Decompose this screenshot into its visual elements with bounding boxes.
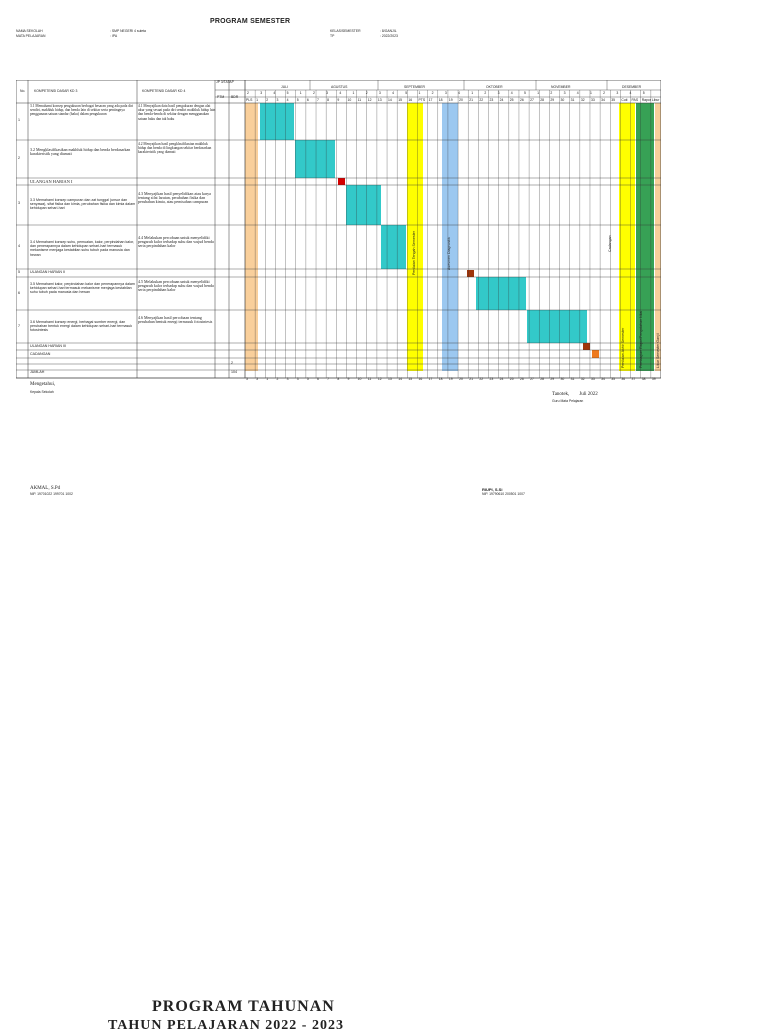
jp-value: 2 <box>231 361 233 365</box>
count-label: 12 <box>377 377 382 381</box>
week-label: 2 <box>247 91 249 95</box>
count-label: 10 <box>357 377 362 381</box>
pts-label: Penilaian Tengah Semester <box>412 231 416 275</box>
uh1-label: ULANGAN HARIAN I <box>30 180 73 184</box>
week-label: 3 <box>260 91 263 95</box>
week-label: 4 <box>510 91 513 95</box>
week-label: 3 <box>326 91 329 95</box>
header-no: No. <box>20 89 26 93</box>
uh2-label: ULANGAN HARIAN II <box>30 270 65 274</box>
row-no: 4 <box>18 244 20 248</box>
date-label: 28 <box>540 97 545 102</box>
count-label: 30 <box>560 377 565 381</box>
date-label: 17 <box>428 97 433 102</box>
sign-left-name: AKMAL, S.Pd <box>30 486 61 491</box>
sign-right-nip: NIP. 19790610 200501 1007 <box>482 492 525 496</box>
count-label: 39 <box>651 377 656 381</box>
week-label: 5 <box>286 91 289 95</box>
date-label: 25 <box>509 97 514 102</box>
date-label: 14 <box>388 97 392 102</box>
date-label: 23 <box>489 97 494 102</box>
week-label: 2 <box>365 91 368 95</box>
count-label: 32 <box>580 377 585 381</box>
info-school-label: NAMA SEKOLAH <box>16 29 43 33</box>
document-title: PROGRAM SEMESTER <box>210 18 291 25</box>
count-label: 17 <box>428 377 433 381</box>
date-label: 30 <box>560 97 565 102</box>
info-class-label: KELAS/SEMESTER <box>330 29 361 33</box>
info-tp-label: TP <box>330 34 335 38</box>
cadangan-vertical-label: Cadangan <box>608 235 612 252</box>
week-label: 4 <box>273 91 276 95</box>
date-label: 20 <box>459 97 463 102</box>
row-no: 2 <box>18 156 20 160</box>
date-label: Rapor <box>641 97 651 102</box>
date-label: 32 <box>580 97 585 102</box>
count-label: 1 <box>266 377 269 381</box>
count-label: 36 <box>621 377 626 381</box>
row-no: 1 <box>18 118 20 122</box>
date-label: 26 <box>519 97 524 102</box>
count-label: 20 <box>459 377 463 381</box>
header-jp-ptm: PTM <box>217 95 225 99</box>
date-label: 33 <box>590 97 595 102</box>
count-label: 34 <box>601 377 605 381</box>
count-label: 3 <box>296 377 299 381</box>
sign-left-nip: NIP. 19701022 199701 1002 <box>30 492 73 496</box>
kd3-text: 3.1 Memahami konsep pengukuran berbagai besaran yang ada pada diri sendiri, makhluk hidup, dan benda lain di sekitar serta pentingnya penggunaan satuan standar (baku) dalam pengukuran <box>30 104 134 117</box>
info-class-value: : 8/GANJIL <box>380 29 397 33</box>
next-page-title: PROGRAM TAHUNAN <box>152 998 335 1015</box>
week-label: 2 <box>312 91 315 95</box>
jumlah-label: JUMLAH <box>30 370 45 374</box>
cadangan-label: CADANGAN <box>30 352 51 356</box>
week-label: 1 <box>537 91 540 95</box>
date-label: 21 <box>469 97 473 102</box>
week-label: 2 <box>603 91 606 95</box>
row-no: 6 <box>18 291 20 295</box>
week-label: 2 <box>550 91 553 95</box>
header-jp: JP 3/TATAP <box>216 80 234 84</box>
kd3-text: 3.5 Memahami kalor, perpindahan kalor dan penerapannya dalam kehidupan sehari-hari termasuk mekanisme menjaga kestabilan suhu tubuh pada manusia dan hewan <box>30 282 135 295</box>
week-label: 3 <box>616 91 619 95</box>
week-label: 3 <box>497 91 500 95</box>
date-label: 8 <box>327 97 330 102</box>
count-label: 23 <box>489 377 494 381</box>
count-label: 37 <box>631 377 636 381</box>
date-label: 4 <box>286 97 289 102</box>
sign-right-role: Guru Mata Pelajaran <box>552 399 584 403</box>
kd4-text: 4.5 Melakukan percobaan untuk menyelidiki pengaruh kalor terhadap suhu dan wujud benda serta perpindahan kalor <box>138 280 214 293</box>
date-label: 35 <box>611 97 616 102</box>
kd4-text: 4.1 Menyajikan data hasil pengukuran dengan alat ukur yang sesuai pada diri sendiri makhluk hidup lain dan benda-benda di sekitar dengan menggunakan satuan baku dan tak baku <box>138 104 216 121</box>
week-label: 4 <box>576 91 579 95</box>
week-label: 4 <box>629 91 632 95</box>
date-label: 10 <box>347 97 352 102</box>
week-label: 1 <box>471 91 474 95</box>
next-page-subtitle: TAHUN PELAJARAN 2022 - 2023 <box>108 1018 344 1033</box>
count-label: 8 <box>337 377 340 381</box>
date-label: Cuti <box>621 97 628 102</box>
week-label: 3 <box>444 91 447 95</box>
header-jp-bdr: BDR <box>231 95 239 99</box>
count-label: 15 <box>408 377 413 381</box>
month-november: NOVEMBER <box>551 85 571 89</box>
date-label: 22 <box>479 97 484 102</box>
week-label: 1 <box>589 91 592 95</box>
count-label: 3 <box>256 377 259 381</box>
info-subject-label: MATA PELAJARAN <box>16 34 46 38</box>
count-label: 26 <box>519 377 524 381</box>
date-label: 2 <box>266 97 269 102</box>
count-label: 18 <box>438 377 443 381</box>
sign-left-role: Kepala Sekolah <box>30 390 54 394</box>
month-juli: JULI <box>281 85 288 89</box>
kd3-text: 3.4 Memahami konsep suhu, pemuaian, kalor, perpindahan kalor, dan penerapannya dalam kehidupan sehari-hari termasuk mekanisme menjaga kestabilan suhu tubuh pada manusia dan hewan <box>30 240 135 257</box>
count-label: 29 <box>550 377 555 381</box>
info-subject-value: : IPA <box>110 34 118 38</box>
date-label: 18 <box>438 97 443 102</box>
week-label: 4 <box>392 91 394 95</box>
date-label: 15 <box>398 97 402 102</box>
month-september: SEPTEMBER <box>404 85 425 89</box>
count-label: 22 <box>479 377 484 381</box>
count-label: 13 <box>388 377 392 381</box>
date-label: 34 <box>601 97 605 102</box>
count-label: 35 <box>611 377 616 381</box>
date-label: PTS <box>418 97 426 102</box>
jp-total: 104 <box>231 370 237 374</box>
date-label: 31 <box>570 97 575 102</box>
date-label: 29 <box>550 97 555 102</box>
count-label: 14 <box>398 377 402 381</box>
month-desember: DESEMBER <box>622 85 642 89</box>
asesmen-label: Asesmen Diagnostik <box>447 237 451 270</box>
row-no: 5 <box>18 270 20 274</box>
week-label: 4 <box>458 91 460 95</box>
week-label: 5 <box>642 91 645 95</box>
date-label: 3 <box>276 97 279 102</box>
kd3-text: 3.2 Mengklasifikasikan makhluk hidup dan benda berdasarkan karakteristik yang diamati <box>30 148 131 157</box>
count-label: 3 <box>246 377 248 381</box>
week-label: 5 <box>523 91 526 95</box>
date-label: 5 <box>296 97 299 102</box>
count-label: 11 <box>367 377 372 381</box>
count-label: 6 <box>317 377 319 381</box>
count-label: 25 <box>509 377 514 381</box>
header-kd4: KOMPETENSI DASAR KD 4 <box>142 89 186 93</box>
count-label: 38 <box>641 377 646 381</box>
week-label: 2 <box>484 91 487 95</box>
schedule-table <box>16 80 661 380</box>
kd4-text: 4.3 Menyajikan hasil penyelidikan atau karya tentang sifat larutan, perubahan fisika dan perubahan kimia, atau pemisahan campuran <box>138 192 211 205</box>
week-label: 3 <box>378 91 381 95</box>
date-label: 24 <box>499 97 504 102</box>
date-label: 6 <box>306 97 309 102</box>
count-label: 19 <box>448 377 453 381</box>
kd4-text: 4.4 Melakukan percobaan untuk menyelidiki pengaruh kalor terhadap suhu dan wujud benda serta perpindahan kalor <box>138 236 214 249</box>
count-label: 9 <box>347 377 350 381</box>
count-label: 28 <box>540 377 545 381</box>
kd4-text: 4.2 Menyajikan hasil pengklasifikasian makhluk hidup dan benda di lingkungan sekitar berdasarkan karakteristik yang diamati <box>138 142 212 155</box>
date-label: 9 <box>337 97 340 102</box>
date-label: Libur <box>651 97 660 102</box>
count-label: 33 <box>590 377 595 381</box>
week-label: 1 <box>299 91 302 95</box>
date-label: 11 <box>357 97 362 102</box>
row-no: 3 <box>18 201 20 205</box>
date-label: 12 <box>367 97 372 102</box>
week-label: 1 <box>352 91 355 95</box>
count-label: 27 <box>530 377 534 381</box>
count-label: 7 <box>327 377 330 381</box>
row-no: 7 <box>18 324 20 328</box>
count-label: 24 <box>499 377 504 381</box>
libur-label: Libur Semester Ganjil <box>656 333 660 368</box>
sign-right-date: Tanotek, Juli 2022 <box>552 392 598 397</box>
sign-right-name: RIUPI, S.Si <box>482 487 503 492</box>
pas-label: Penilaian Akhir Semester <box>621 327 625 368</box>
date-label: 19 <box>448 97 453 102</box>
date-label: 13 <box>377 97 382 102</box>
info-school-value: : SMP NEGERI 4 suleta <box>110 29 146 33</box>
week-label: 5 <box>405 91 408 95</box>
count-label: 21 <box>469 377 473 381</box>
count-label: 16 <box>418 377 423 381</box>
count-label: 3 <box>286 377 289 381</box>
kd3-text: 3.6 Memahami konsep energi, berbagai sumber energi, dan perubahan bentuk energi dalam kehidupan sehari-hari termasuk fotosintesis <box>30 320 133 333</box>
count-label: 5 <box>306 377 309 381</box>
kd3-text: 3.3 Memahami konsep campuran dan zat tunggal (unsur dan senyawa), sifat fisika dan kimia, perubahan fisika dan kimia dalam kehidupan sehari-hari <box>30 198 136 211</box>
month-agustus: AGUSTUS <box>331 85 348 89</box>
date-label: 27 <box>530 97 534 102</box>
header-kd3: KOMPETENSI DASAR KD 3 <box>34 89 78 93</box>
date-label: 16 <box>408 97 413 102</box>
date-label: 1 <box>256 97 259 102</box>
sign-left-heading: Mengetahui, <box>30 382 56 387</box>
rapor-label: Pembagian Rapor/Pengolahan Nilai <box>639 310 643 368</box>
week-label: 4 <box>339 91 342 95</box>
count-label: 31 <box>570 377 575 381</box>
date-label: 7 <box>317 97 319 102</box>
count-label: 2 <box>276 377 279 381</box>
week-label: 1 <box>418 91 421 95</box>
week-label: 2 <box>431 91 434 95</box>
uh3-label: ULANGAN HARIAN III <box>30 344 66 348</box>
kd4-text: 4.6 Menyajikan hasil percobaan tentang perubahan bentuk energi termasuk fotosintesis <box>138 316 213 325</box>
month-oktober: OKTOBER <box>486 85 503 89</box>
week-label: 3 <box>563 91 566 95</box>
date-label: PAS <box>631 97 639 102</box>
info-tp-value: : 2022/2023 <box>380 34 398 38</box>
date-label: PLS <box>246 97 253 102</box>
